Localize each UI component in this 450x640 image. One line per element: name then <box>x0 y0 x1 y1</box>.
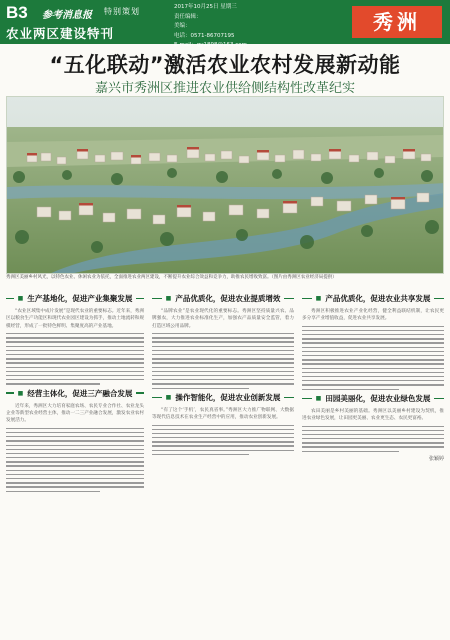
issue-date: 2017年10月25日 星期三 <box>174 4 237 10</box>
paper-name: 参考消息报 <box>42 10 92 21</box>
section-intro: “有了这个‘手机’，农民真省事。”秀洲区大力推广物联网、大数据等现代信息技术在农业生产经营中的应用，推动农业创新发展。 <box>152 407 294 421</box>
email-label: E-mail：gy1898@163.com <box>174 42 247 48</box>
designer-label: 美编： <box>174 23 191 29</box>
column-right <box>302 290 444 462</box>
editor-label: 责任编辑： <box>174 13 202 20</box>
page-code: B3 <box>6 3 28 22</box>
section-heading: ■ 生产基地化，促进产业集聚发展 <box>6 293 144 304</box>
section-title: 农业两区建设特刊 <box>6 26 115 41</box>
section-intro: 秀洲区积极推进农业产业化经营，健全利益联结机制，让农民更多分享产业增值收益，促进农业共享发展。 <box>302 309 444 322</box>
body-text <box>302 326 444 390</box>
byline: 张颖婷 <box>428 455 444 462</box>
section-heading: ■ 产品优质化，促进农业共享发展 <box>302 293 444 304</box>
section-heading: ■ 产品优质化，促进农业提质增效 <box>152 293 294 304</box>
body-text <box>152 333 294 389</box>
body-text <box>152 425 294 456</box>
column-left <box>6 290 144 495</box>
section-intro: 近年来，秀洲区大力培育家庭农场、农民专业合作社、农业龙头企业等新型农业经营主体，推动一二三产业融合发展，激发农业农村发展活力。 <box>6 403 144 424</box>
aerial-village-photo <box>6 96 444 274</box>
section-intro: “农业区域集中成片发展”是现代农业的重要标志。近年来，秀洲区以粮食生产功能区和现代农业园区建设为抓手，推动土地流转和规模经营，形成了一批特色鲜明、集聚度高的产业基地。 <box>6 309 144 329</box>
body-text <box>302 426 444 452</box>
headline: “五化联动”激活农业农村发展新动能 <box>49 53 401 77</box>
section-heading: ■ 经营主体化，促进三产融合发展 <box>6 388 144 399</box>
region-badge: 秀洲 <box>352 6 442 38</box>
subheadline: 嘉兴市秀洲区推进农业供给侧结构性改革纪实 <box>94 81 355 96</box>
body-text <box>6 333 144 385</box>
page-header <box>0 0 450 48</box>
section-intro: 农田美丽是乡村美丽的基础。秀洲区以美丽乡村建设为契机，推进农业绿色发展，让田园更美丽、农业更生态、农民更富裕。 <box>302 408 444 422</box>
header-meta <box>174 3 247 51</box>
special-label: 特别策划 <box>104 7 140 16</box>
photo-caption: 秀洲区美丽乡村风光，以特色农业、休闲农业为依托，全面推进农业两区建设，不断提升农业综合效益和竞争力，助推农民增收致富。（图片由秀洲区农业经济局提供） <box>6 275 337 280</box>
column-middle <box>152 290 294 458</box>
section-intro: “品牌农业”是农业现代化的重要标志。秀洲区坚持质量兴农、品牌强农，大力推进农业标准化生产，加强农产品质量安全监管，着力打造区域公用品牌。 <box>152 309 294 329</box>
phone-label: 电话：0571-86707195 <box>174 32 235 39</box>
section-heading: ■ 田园美丽化，促进农业绿色发展 <box>302 393 444 404</box>
section-heading: ■ 操作智能化，促进农业创新发展 <box>152 392 294 403</box>
body-text <box>6 428 144 492</box>
